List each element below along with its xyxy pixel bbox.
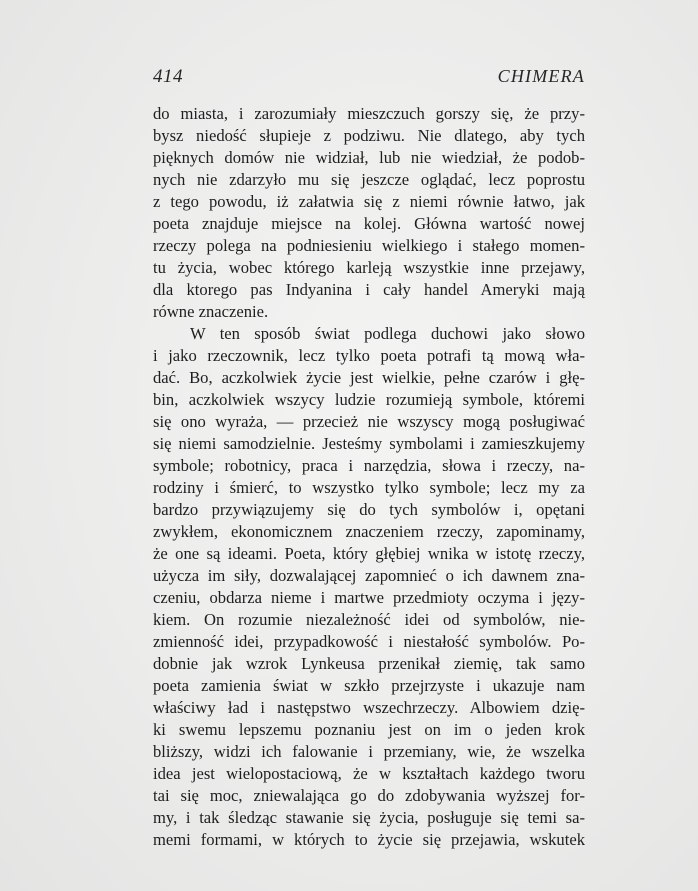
- text-line: się niemi samodzielnie. Jesteśmy symbolami i zamieszkujemy: [153, 434, 585, 453]
- text-line: tai się moc, zniewalająca go do zdobywania wyższej for-: [153, 786, 585, 805]
- text-line: poeta zamienia świat w szkło przejrzyste i ukazuje nam: [153, 676, 585, 695]
- text-line: tu życia, wobec którego karleją wszystkie inne przejawy,: [153, 258, 585, 277]
- text-line: dać. Bo, aczkolwiek życie jest wielkie, pełne czarów i głę-: [153, 368, 585, 387]
- text-line: użycza im siły, dozwalającej zapomnieć o ich dawnem zna-: [153, 566, 585, 585]
- text-line: właściwy ład i następstwo wszechrzeczy. Albowiem dzię-: [153, 698, 585, 717]
- text-line: idea jest wielopostaciową, że w kształtach każdego tworu: [153, 764, 585, 783]
- text-line: symbole; robotnicy, praca i narzędzia, słowa i rzeczy, na-: [153, 456, 585, 475]
- text-line: bin, aczkolwiek wszycy ludzie rozumieją symbole, któremi: [153, 390, 585, 409]
- text-line: nych nie zdarzyło mu się jeszcze oglądać, lecz poprostu: [153, 170, 585, 189]
- text-line: zwykłem, ekonomicznem znaczeniem rzeczy, zapominamy,: [153, 522, 585, 541]
- text-line: rzeczy polega na podniesieniu wielkiego i stałego momen-: [153, 236, 585, 255]
- text-line: pięknych domów nie widział, lub nie wiedział, że podob-: [153, 148, 585, 167]
- text-line: dobnie jak wzrok Lynkeusa przenikał ziemię, tak samo: [153, 654, 585, 673]
- text-line: czeniu, obdarza nieme i martwe przedmioty oczyma i języ-: [153, 588, 585, 607]
- paragraph-start-line: W ten sposób świat podlega duchowi jako słowo: [190, 324, 585, 343]
- text-line: do miasta, i zarozumiały mieszczuch gorszy się, że przy-: [153, 104, 585, 123]
- running-head: [153, 66, 585, 90]
- running-title: CHIMERA: [497, 66, 585, 86]
- text-line: my, i tak śledząc stawanie się życia, posługuje się temi sa-: [153, 808, 585, 827]
- text-line: poeta znajduje miejsce na kolej. Główna wartość nowej: [153, 214, 585, 233]
- text-line: i jako rzeczownik, lecz tylko poeta potrafi tą mową wła-: [153, 346, 585, 365]
- body-text: [153, 103, 585, 851]
- text-line: rodziny i śmierć, to wszystko tylko symbole; lecz my za: [153, 478, 585, 497]
- text-line: kiem. On rozumie niezależność idei od symbolów, nie-: [153, 610, 585, 629]
- text-line: dla ktorego pas Indyanina i cały handel Ameryki mają: [153, 280, 585, 299]
- text-line: ki swemu lepszemu poznaniu jest on im o jeden krok: [153, 720, 585, 739]
- text-line: z tego powodu, iż załatwia się z niemi równie łatwo, jak: [153, 192, 585, 211]
- text-line: że one są ideami. Poeta, który głębiej wnika w istotę rzeczy,: [153, 544, 585, 563]
- paragraph-end-line: równe znaczenie.: [153, 302, 269, 321]
- page-number: 414: [153, 66, 183, 87]
- text-line: zmienność idei, przypadkowość i niestałość symbolów. Po-: [153, 632, 585, 651]
- text-line: bysz niedość słupieje z podziwu. Nie dlatego, aby tych: [153, 126, 585, 145]
- text-line: bardzo przywiązujemy się do tych symbolów i, opętani: [153, 500, 585, 519]
- text-line: bliższy, widzi ich falowanie i przemiany, wie, że wszelka: [153, 742, 585, 761]
- text-line: memi formami, w których to życie się przejawia, wskutek: [153, 830, 585, 849]
- text-line: się ono wyraża, — przecież nie wszyscy mogą posługiwać: [153, 412, 585, 431]
